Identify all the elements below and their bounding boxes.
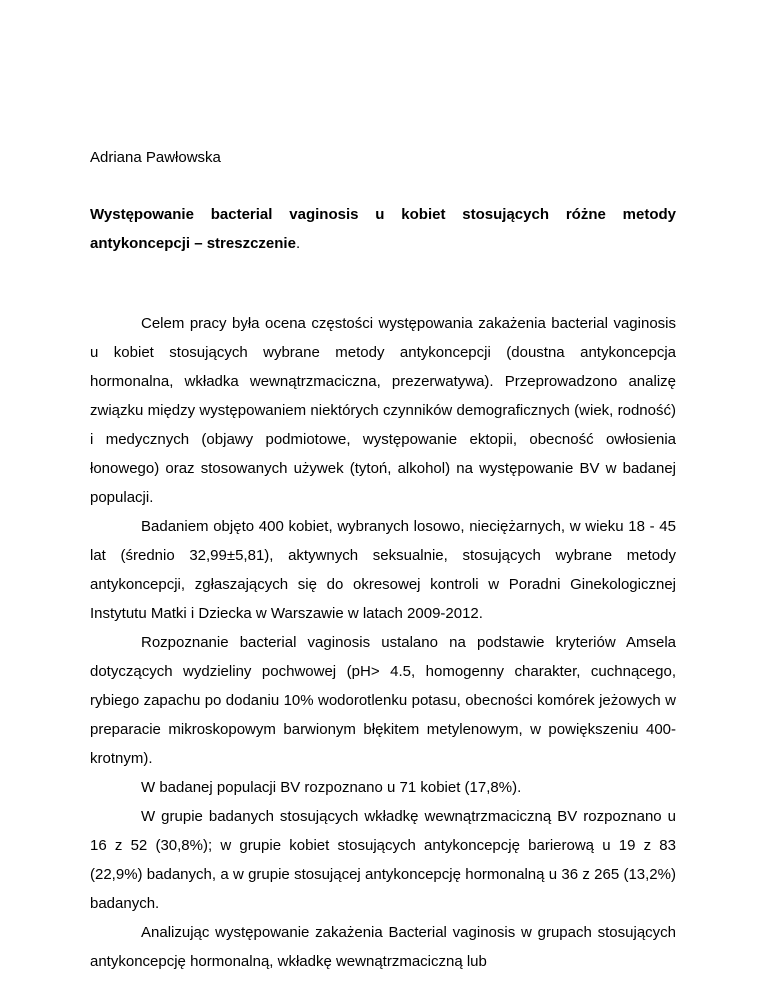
document-title	[90, 200, 676, 258]
document-title-period: .	[295, 235, 301, 252]
author-name: Adriana Pawłowska	[90, 149, 221, 166]
paragraph-groups: W grupie badanych stosujących wkładkę wewnątrzmaciczną BV rozpoznano u 16 z 52 (30,8%); w grupie kobiet stosujących antykoncepcję barierową u 19 z 83 (22,9%) badanych, a w grupie stosującej antykoncepcję hormonalną u 36 z 265 (13,2%) badanych.	[90, 808, 676, 912]
paragraph-aim: Celem pracy była ocena częstości występowania zakażenia bacterial vaginosis u kobiet stosujących wybrane metody antykoncepcji (doustna antykoncepcja hormonalna, wkładka wewnątrzmaciczna, prezerwatywa). Przeprowadzono analizę związku między występowaniem niektórych czynników demograficznych (wiek, rodność) i medycznych (objawy podmiotowe, występowanie ektopii, obecność owłosienia łonowego) oraz stosowanych używek (tytoń, alkohol) na występowanie BV w badanej populacji.	[90, 315, 676, 506]
paragraph-prevalence: W badanej populacji BV rozpoznano u 71 kobiet (17,8%).	[141, 779, 522, 796]
paragraph-diagnosis: Rozpoznanie bacterial vaginosis ustalano na podstawie kryteriów Amsela dotyczących wydzieliny pochwowej (pH> 4.5, homogenny charakter, cuchnącego, rybiego zapachu po dodaniu 10% wodorotlenku potasu, obecności komórek jeżowych w preparacie mikroskopowym barwionym błękitem metylenowym, w powiększeniu 400- krotnym).	[90, 634, 676, 767]
document-title-text: Występowanie bacterial vaginosis u kobiet stosujących różne metody antykoncepcji – streszczenie	[90, 206, 676, 252]
paragraph-study-group: Badaniem objęto 400 kobiet, wybranych losowo, nieciężarnych, w wieku 18 - 45 lat (średnio 32,99±5,81), aktywnych seksualnie, stosujących wybrane metody antykoncepcji, zgłaszających się do okresowej kontroli w Poradni Ginekologicznej Instytutu Matki i Dziecka w Warszawie w latach 2009-2012.	[90, 518, 676, 622]
paragraph-analysis: Analizując występowanie zakażenia Bacterial vaginosis w grupach stosujących antykoncepcję hormonalną, wkładkę wewnątrzmaciczną lub	[90, 924, 676, 970]
document-body	[90, 143, 676, 976]
